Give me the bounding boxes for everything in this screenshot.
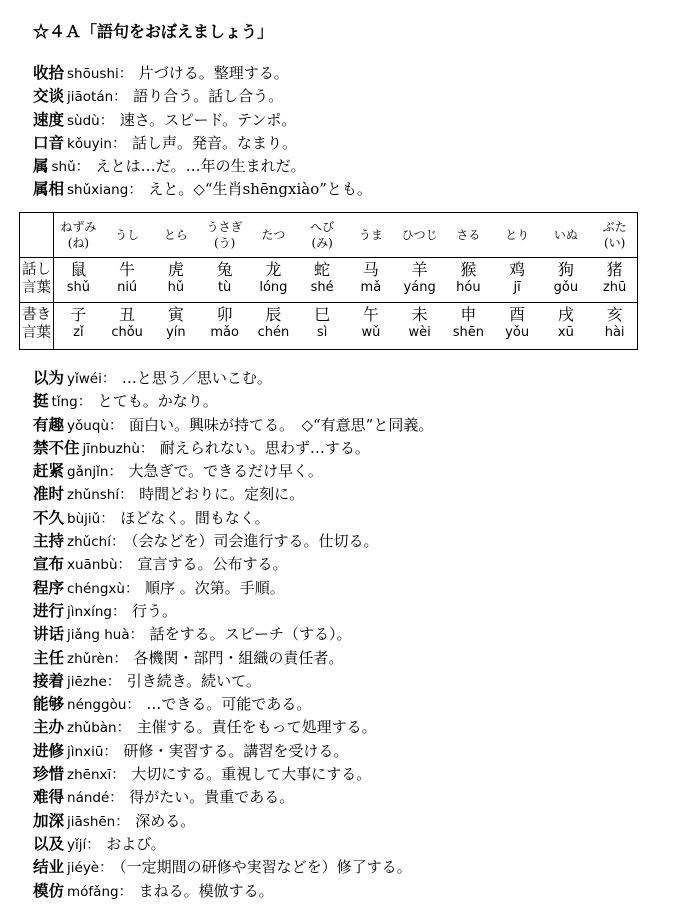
vocab-meaning: 引き続き。続いて。 [126,671,261,690]
vocab-hanzi: 模仿 [33,880,65,900]
vocab-entry [33,739,673,762]
zodiac-written-pinyin: sì [316,325,328,340]
vocab-hanzi: 口音 [33,132,65,152]
vocab-colon: ： [99,112,114,129]
zodiac-spoken-cell [154,260,198,296]
vocab-meaning: 各機関・部門・組織の責任者。 [133,648,344,667]
zodiac-written-hanzi: 亥 [606,305,623,324]
vocab-pinyin: yǐwéi [67,371,102,387]
vocab-pinyin: shōushi [67,66,119,82]
zodiac-spoken-hanzi: 猴 [460,260,477,279]
zodiac-spoken-hanzi: 蛇 [314,260,331,279]
vocab-colon: ： [110,534,125,551]
vocab-pinyin: yǒuqù [67,417,109,434]
vocab-meaning: とても。かなり。 [97,392,218,411]
zodiac-spoken-cell [251,260,295,296]
vocab-entry [33,131,673,154]
vocab-meaning: 大切にする。重視して大事にする。 [131,765,372,784]
vocab-meaning: ほどなく。間もなく。 [120,508,270,527]
vocab-meaning: 研修・実習する。講習を受ける。 [123,741,349,760]
vocab-meaning: 宣言する。公布する。 [137,555,288,574]
zodiac-kana-alt: (ね) [67,236,90,250]
zodiac-spoken-hanzi: 牛 [119,260,136,279]
vocab-pinyin: kǒuyin [67,135,112,152]
vocab-meaning: えとは…だ。…年の生まれだ。 [95,157,306,176]
zodiac-kana-alt: (い) [603,236,626,250]
vocab-pinyin: yǐjí [67,836,87,853]
vocab-pinyin: mófǎng [67,883,119,900]
zodiac-kana-cell [251,216,295,254]
vocab-entry [33,459,673,482]
vocab-colon: ： [100,510,115,527]
table-divider-vertical [53,213,54,349]
zodiac-written-pinyin: xū [557,325,574,340]
vocab-meaning: 耐えられない。思わず…する。 [159,438,370,457]
vocab-hanzi: 加深 [33,810,65,830]
vocab-colon: ： [119,487,134,504]
zodiac-written-hanzi: 申 [460,305,477,324]
zodiac-written-hanzi: 卯 [216,305,233,324]
vocab-pinyin: zhǔchí [67,534,111,551]
vocab-entry [33,622,673,645]
vocab-colon: ： [111,603,126,620]
zodiac-kana-cell [203,216,247,254]
vocab-pinyin: zhǔbàn [67,720,117,737]
vocab-meaning: 得がたい。貴重である。 [129,788,295,807]
vocab-meaning: 順序 。次第。手順。 [144,578,285,597]
vocab-meaning: 話をする。スピーチ（する）。 [149,625,352,644]
vocab-colon: ： [115,813,130,830]
vocab-hanzi: 禁不住 [33,437,80,457]
vocab-colon: ： [77,394,92,411]
vocab-entry [33,84,673,107]
zodiac-kana-alt: (う) [213,236,236,250]
zodiac-spoken-pinyin: shǔ [66,280,90,295]
zodiac-written-cell [398,305,442,341]
vocab-hanzi: 主持 [33,531,65,551]
zodiac-written-pinyin: chǒu [111,325,143,340]
zodiac-spoken-hanzi: 虎 [167,260,184,279]
vocab-hanzi: 赶紧 [33,461,65,481]
vocab-entry [33,436,673,459]
zodiac-spoken-hanzi: 马 [362,260,379,279]
vocab-pinyin: jìnxíng [67,603,112,620]
vocab-colon: ： [106,673,121,690]
vocab-meaning: （会などを）司会進行する。仕切る。 [130,532,379,551]
zodiac-spoken-pinyin: yáng [403,280,436,295]
zodiac-written-pinyin: chén [257,325,290,340]
zodiac-spoken-hanzi: 狗 [557,260,574,279]
zodiac-kana: うま [358,228,383,242]
vocab-meaning: まねる。模倣する。 [138,881,274,900]
zodiac-written-hanzi: 辰 [265,305,282,324]
vocab-meaning: および。 [106,834,166,853]
vocab-hanzi: 接着 [33,670,65,690]
zodiac-spoken-hanzi: 鼠 [70,260,87,279]
vocab-pinyin: jiǎng huà [67,627,130,644]
zodiac-spoken-cell [56,260,100,296]
vocab-meaning: 行う。 [131,601,177,620]
zodiac-spoken-cell [349,260,393,296]
vocab-meaning: えと。◇“生肖shēngxiào”とも。 [148,180,372,199]
zodiac-kana: たつ [261,228,286,242]
vocab-colon: ： [117,557,132,574]
vocab-pinyin: sùdù [67,112,100,129]
vocab-hanzi: 进行 [33,600,65,620]
zodiac-kana-cell [495,216,539,254]
vocab-hanzi: 以为 [33,368,65,387]
vocab-colon: ： [139,440,154,457]
zodiac-written-pinyin: yín [166,325,186,340]
zodiac-written-hanzi: 酉 [509,305,526,324]
vocab-meaning: 片づける。整理する。 [138,64,289,82]
zodiac-kana: ぶた [602,220,627,234]
zodiac-written-pinyin: hài [604,325,625,340]
vocab-pinyin: nándé [67,790,110,807]
vocab-entry [33,785,673,808]
zodiac-spoken-pinyin: hóu [456,280,481,295]
vocab-pinyin: jiāotán [67,89,114,106]
vocab-meaning: 速さ。スピード。テンポ。 [119,110,297,129]
vocab-pinyin: jiāshēn [67,813,116,830]
vocab-entry [33,832,673,855]
vocab-meaning: 語り合う。話し合う。 [133,87,284,106]
zodiac-spoken-hanzi: 羊 [411,260,428,279]
zodiac-kana-cell [300,216,344,254]
vocab-entry [33,809,673,832]
vocab-meaning: …と思う／思いこむ。 [121,369,272,387]
zodiac-spoken-cell [446,260,490,296]
vocab-meaning: 時間どおりに。定刻に。 [139,485,305,504]
zodiac-written-pinyin: yǒu [505,325,530,340]
zodiac-written-cell [446,305,490,341]
zodiac-written-hanzi: 子 [70,305,87,324]
row-label-spoken [20,261,53,297]
vocab-hanzi: 能够 [33,694,65,714]
vocab-entry [33,669,673,692]
vocab-hanzi: 主办 [33,717,65,737]
vocab-hanzi: 结业 [33,857,65,877]
zodiac-kana-cell [398,216,442,254]
vocab-hanzi: 主任 [33,647,65,667]
vocab-colon: ： [75,159,90,176]
zodiac-kana-cell [105,216,149,254]
zodiac-kana: うし [115,228,140,242]
zodiac-spoken-pinyin: shé [310,280,334,295]
zodiac-spoken-cell [203,260,247,296]
zodiac-spoken-cell [105,260,149,296]
zodiac-written-pinyin: mǎo [210,325,239,340]
vocab-entry [33,61,673,84]
vocab-entry [33,576,673,599]
vocab-colon: ： [99,860,114,877]
vocab-entry [33,108,673,131]
zodiac-kana-alt: (み) [311,236,333,250]
vocab-pinyin: tǐng [51,394,78,411]
row-label-line: 言葉 [22,325,51,341]
vocab-colon: ： [108,417,123,434]
zodiac-written-hanzi: 戌 [557,305,574,324]
vocab-meaning: 大急ぎで。できるだけ早く。 [128,462,323,481]
vocab-pinyin: gǎnjǐn [67,464,109,481]
vocab-entry [33,366,673,389]
zodiac-written-cell [593,305,637,341]
row-label-line: 書き [22,307,51,323]
row-label-line: 話し [22,262,51,278]
vocab-pinyin: jiéyè [67,860,100,877]
zodiac-written-cell [544,305,588,341]
zodiac-kana: うさぎ [206,220,243,234]
vocab-colon: ： [109,790,124,807]
zodiac-kana: とり [505,228,530,242]
vocab-entry [33,389,673,412]
zodiac-written-cell [203,305,247,341]
zodiac-kana-cell [446,216,490,254]
vocab-colon: ： [86,836,101,853]
vocab-entry [33,599,673,622]
zodiac-kana: いぬ [553,228,578,242]
vocab-colon: ： [118,66,133,82]
zodiac-kana: ひつじ [401,228,438,242]
vocab-entry [33,529,673,552]
zodiac-spoken-cell [300,260,344,296]
zodiac-written-hanzi: 巳 [314,305,331,324]
zodiac-written-pinyin: wǔ [361,325,381,340]
zodiac-spoken-cell [544,260,588,296]
zodiac-spoken-pinyin: tù [217,280,232,295]
vocab-colon: ： [103,743,118,760]
vocab-list-bottom [33,366,673,902]
zodiac-spoken-pinyin: hǔ [167,280,185,295]
zodiac-written-hanzi: 未 [411,305,428,324]
vocab-hanzi: 难得 [33,787,65,807]
zodiac-written-hanzi: 午 [362,305,379,324]
vocab-colon: ： [113,89,128,106]
vocab-meaning: 話し声。発音。なまり。 [131,133,297,152]
zodiac-spoken-pinyin: gǒu [553,280,579,295]
zodiac-spoken-hanzi: 龙 [265,260,282,279]
page-title: ☆４Ａ「語句をおぼえましょう」 [33,22,274,41]
zodiac-spoken-pinyin: jī [513,280,521,295]
row-label-line: 言葉 [22,280,51,296]
vocab-colon: ： [118,883,133,900]
vocab-entry [33,413,673,436]
vocab-pinyin: bùjiǔ [67,510,101,527]
vocab-hanzi: 以及 [33,833,65,853]
zodiac-written-cell [56,305,100,341]
vocab-meaning: 面白い。興味が持てる。 ◇“有意思”と同義。 [128,415,434,434]
vocab-entry [33,154,673,177]
vocab-colon: ： [124,580,139,597]
zodiac-kana-cell [154,216,198,254]
vocab-meaning: 深める。 [135,811,196,830]
zodiac-kana-cell [593,216,637,254]
zodiac-written-pinyin: shēn [452,325,484,340]
zodiac-spoken-pinyin: niú [117,280,138,295]
zodiac-kana-cell [349,216,393,254]
vocab-entry [33,762,673,785]
row-label-written [20,306,53,342]
zodiac-kana: へび [310,220,335,234]
vocab-hanzi: 属 [33,156,49,176]
vocab-entry [33,482,673,505]
vocab-colon: ： [128,182,143,199]
zodiac-spoken-cell [398,260,442,296]
zodiac-written-cell [251,305,295,341]
vocab-hanzi: 准时 [33,484,65,504]
vocab-entry [33,506,673,529]
vocab-entry [33,177,673,200]
zodiac-spoken-cell [593,260,637,296]
vocab-pinyin: zhēnxī [67,767,112,784]
vocab-pinyin: zhǔrèn [67,650,114,667]
zodiac-spoken-pinyin: mǎ [360,280,382,295]
vocab-pinyin: jiēzhe [67,673,107,690]
vocab-pinyin: jīnbuzhù [82,440,140,457]
vocab-hanzi: 宣布 [33,554,65,574]
vocab-colon: ： [116,720,131,737]
vocab-hanzi: 不久 [33,507,65,527]
vocab-pinyin: xuānbù [67,557,118,574]
vocab-meaning: 主催する。責任をもって処理する。 [136,718,377,737]
vocab-hanzi: 收拾 [33,63,65,82]
vocab-hanzi: 程序 [33,577,65,597]
vocab-colon: ： [111,135,126,152]
vocab-colon: ： [126,697,141,714]
vocab-hanzi: 交谈 [33,86,65,106]
vocab-colon: ： [129,627,144,644]
vocab-entry [33,855,673,878]
vocab-hanzi: 速度 [33,109,65,129]
vocab-colon: ： [108,464,123,481]
zodiac-written-cell [300,305,344,341]
zodiac-kana: さる [456,228,481,242]
vocab-colon: ： [111,767,126,784]
zodiac-spoken-hanzi: 鸡 [509,260,526,279]
vocab-entry [33,715,673,738]
zodiac-written-pinyin: zǐ [73,325,84,340]
vocab-hanzi: 讲话 [33,624,65,644]
vocab-pinyin: chéngxù [67,580,125,597]
vocab-entry [33,646,673,669]
zodiac-written-cell [154,305,198,341]
vocab-colon: ： [113,650,128,667]
zodiac-spoken-cell [495,260,539,296]
vocab-meaning: …できる。可能である。 [146,695,312,714]
zodiac-written-cell [495,305,539,341]
vocab-hanzi: 挺 [33,391,49,411]
vocab-hanzi: 珍惜 [33,764,65,784]
vocab-hanzi: 进修 [33,740,65,760]
zodiac-kana: ねずみ [60,220,97,234]
table-divider-horizontal [20,257,637,258]
vocab-pinyin: jìnxiū [67,743,104,760]
vocab-pinyin: zhǔnshí [67,487,120,504]
zodiac-written-hanzi: 丑 [119,305,136,324]
zodiac-spoken-pinyin: zhū [602,280,627,295]
vocab-pinyin: shǔ [51,159,76,176]
zodiac-spoken-hanzi: 猪 [606,260,623,279]
zodiac-written-pinyin: wèi [408,325,431,340]
vocab-meaning: （一定期間の研修や実習などを）修了する。 [119,858,412,877]
vocab-entry [33,879,673,902]
vocab-list-top [33,61,673,201]
zodiac-written-cell [105,305,149,341]
table-divider-horizontal [20,302,637,303]
zodiac-kana-cell [544,216,588,254]
vocab-entry [33,692,673,715]
vocab-hanzi: 有趣 [33,414,65,434]
zodiac-written-hanzi: 寅 [167,305,184,324]
vocab-pinyin: nénggòu [67,697,127,714]
zodiac-kana: とら [163,228,188,242]
vocab-entry [33,552,673,575]
vocab-pinyin: shǔxiang [67,182,129,199]
zodiac-spoken-pinyin: lóng [259,280,288,295]
zodiac-spoken-hanzi: 兔 [216,260,233,279]
vocab-colon: ： [101,371,116,387]
zodiac-written-cell [349,305,393,341]
zodiac-kana-cell [56,216,100,254]
vocab-hanzi: 属相 [33,179,65,199]
zodiac-table [19,212,638,350]
